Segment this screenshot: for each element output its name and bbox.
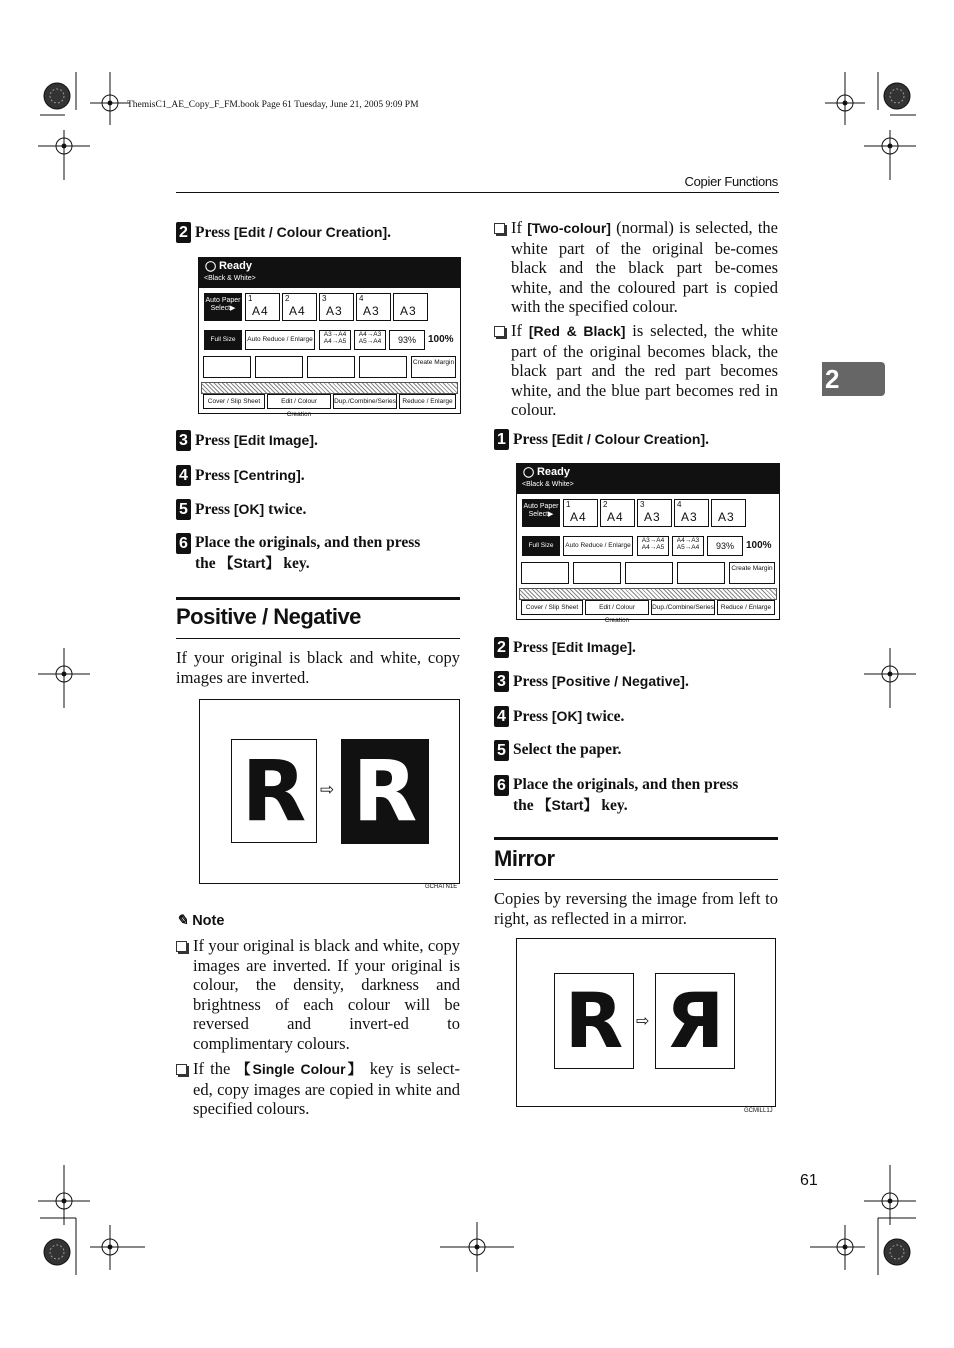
step-number: 1 [494,429,509,450]
tray-3: 3 A3 [637,499,672,527]
pencil-icon: ✎ [176,913,193,929]
step-number: 3 [176,430,191,451]
ratio-button-2: A4→A3 A5→A4 [354,330,386,350]
tray-1: 1 A4 [563,499,598,527]
tray-2: 2 A4 [600,499,635,527]
checkbox-bullet-icon [176,1064,187,1075]
page-number: 61 [800,1172,818,1189]
checkbox-bullet-icon [494,326,505,337]
tab-edit-colour: Edit / Colour Creation [267,394,331,409]
tab-dup-combine: Dup./Combine/Series [333,394,397,409]
figure-caption: GCMILL1J [744,1108,773,1114]
section-rule-bottom [494,879,778,880]
zoom-value: 100% [746,540,772,551]
ratio-button-1: A3→A4 A4→A5 [637,536,669,556]
tray-1: 1 A4 [245,293,280,321]
tab-cover-slip: Cover / Slip Sheet [203,394,265,409]
auto-paper-select-button: Auto Paper Select▶ [204,293,242,321]
left-step-2: 2 Press [Edit / Colour Creation]. [176,222,391,243]
section-rule-bottom [176,638,460,639]
key-label: [Edit / Colour Creation] [233,224,388,240]
figure-caption: GCHATN1E [425,884,458,890]
right-step-5: 5 Select the paper. [494,740,621,761]
step-number: 4 [176,465,191,486]
key-label: [OK] [551,708,583,724]
ready-status: ◯ Ready [205,260,253,272]
right-step-6: 6 Place the originals, and then press the 【Start】 key. [494,775,738,816]
key-label: [Centring] [233,467,301,483]
left-step-4: 4 Press [Centring]. [176,465,305,486]
section-title-mirror: Mirror [494,846,555,871]
tray-2: 2 A4 [282,293,317,321]
step-number: 2 [494,637,509,658]
key-label: [Edit / Colour Creation] [551,431,706,447]
positive-negative-intro: If your original is black and white, copy images are inverted. [176,648,460,687]
right-step-4: 4 Press [OK] twice. [494,706,624,727]
tab-reduce-enlarge: Reduce / Enlarge [717,600,775,615]
left-step-3: 3 Press [Edit Image]. [176,430,318,451]
create-margin-button: Create Margin [411,356,456,378]
step-number: 4 [494,706,509,727]
copier-panel-screenshot: ◯ Ready <Black & White> Auto Paper Select▶ 1 A4 2 A4 3 A3 4 A3 A3 Full Size Auto Reduce / Enlarge A3→A4 A4→A5 A4→A3 A5→A4 93% 100% Create Margin Cover / Slip Sheet Edit / Colour Creation Dup./Combine/Series Reduce / Enlarge [198,257,461,414]
right-step-1: 1 Press [Edit / Colour Creation]. [494,429,709,450]
tab-cover-slip: Cover / Slip Sheet [521,600,583,615]
step-number: 5 [176,499,191,520]
note-item-2: If the 【Single Colour】 key is select-ed, copy images are copied in white and specified colours. [176,1059,460,1119]
tab-dup-combine: Dup./Combine/Series [651,600,715,615]
ratio-button-1: A3→A4 A4→A5 [319,330,351,350]
full-size-button: Full Size [204,330,242,350]
auto-paper-select-button: Auto Paper Select▶ [522,499,560,527]
key-label: 【Start】 [219,555,280,571]
edit-icon-button [625,562,673,584]
zoom-value: 100% [428,334,454,345]
auto-reduce-enlarge-button: Auto Reduce / Enlarge [245,330,315,350]
edit-icon-button [677,562,725,584]
checkbox-bullet-icon [176,941,187,952]
full-size-button: Full Size [522,536,560,556]
right-step-3: 3 Press [Positive / Negative]. [494,671,689,692]
chapter-tab: 2 [822,362,885,396]
header-rule [176,192,779,193]
create-margin-button: Create Margin [729,562,775,584]
auto-reduce-enlarge-button: Auto Reduce / Enlarge [563,536,633,556]
edit-icon-button [359,356,407,378]
positive-negative-figure [199,699,460,884]
copier-panel-screenshot: ◯ Ready <Black & White> Auto Paper Select▶ 1 A4 2 A4 3 A3 4 A3 A3 Full Size Auto Reduce / Enlarge A3→A4 A4→A5 A4→A3 A5→A4 93% 100% Create Margin Cover / Slip Sheet Edit / Colour Creation Dup./Combine/Series Reduce / Enlarge [516,463,780,620]
mirror-intro: Copies by reversing the image from left to right, as reflected in a mirror. [494,889,778,928]
key-label: [Edit Image] [233,432,315,448]
step-number: 6 [176,533,191,554]
hatch-band [201,382,458,394]
inverted-r: R [341,739,429,844]
hatch-band [519,588,777,600]
book-file-info: ThemisC1_AE_Copy_F_FM.book Page 61 Tuesday, June 21, 2005 9:09 PM [127,100,419,110]
running-head: Copier Functions [684,174,778,189]
mirror-figure [516,938,776,1107]
original-r: R [231,739,317,843]
step-number: 2 [176,222,191,243]
tray-4: 4 A3 [356,293,391,321]
info-bullet-two-colour: If [Two-colour] (normal) is selected, the white part of the original be-comes black and the black part be-comes white, and the coloured part is copied with the specified colour. [494,218,778,317]
left-step-6: 6 Place the originals, and then press the 【Start】 key. [176,533,420,574]
info-bullet-red-black: If [Red & Black] is selected, the white part of the original becomes black, the black part and the red part becomes white, and the blue part becomes red in colour. [494,321,778,420]
right-step-2: 2 Press [Edit Image]. [494,637,636,658]
arrow-icon: ⇨ [636,1013,650,1030]
key-label: [OK] [233,501,265,517]
step-number: 5 [494,740,509,761]
tray-bypass: A3 [393,293,428,321]
section-rule-top [494,837,778,840]
note-heading: ✎ Note [176,913,225,929]
tray-4: 4 A3 [674,499,709,527]
tab-reduce-enlarge: Reduce / Enlarge [399,394,456,409]
note-item-1: If your original is black and white, copy images are inverted. If your original is colour, the density, darkness and brightness of each colour will be reversed and invert-ed to complimentary colours. [176,936,460,1053]
tray-bypass: A3 [711,499,746,527]
step-number: 6 [494,775,509,796]
tray-3: 3 A3 [319,293,354,321]
section-title-positive-negative: Positive / Negative [176,604,361,629]
edit-icon-button [307,356,355,378]
original-r: R [554,973,634,1069]
left-step-5: 5 Press [OK] twice. [176,499,306,520]
section-rule-top [176,597,460,600]
edit-icon-button [255,356,303,378]
key-label: [Edit Image] [551,639,633,655]
tab-edit-colour: Edit / Colour Creation [585,600,649,615]
ratio-button-2: A4→A3 A5→A4 [672,536,704,556]
ratio-button-3: 93% [707,536,743,556]
step-number: 3 [494,671,509,692]
mirrored-r: Я [655,973,735,1069]
key-label: [Positive / Negative] [551,673,685,689]
arrow-icon: ⇨ [320,780,335,799]
key-label: 【Start】 [537,797,598,813]
ratio-button-3: 93% [389,330,425,350]
edit-icon-button [521,562,569,584]
checkbox-bullet-icon [494,223,505,234]
edit-icon-button [573,562,621,584]
edit-icon-button [203,356,251,378]
